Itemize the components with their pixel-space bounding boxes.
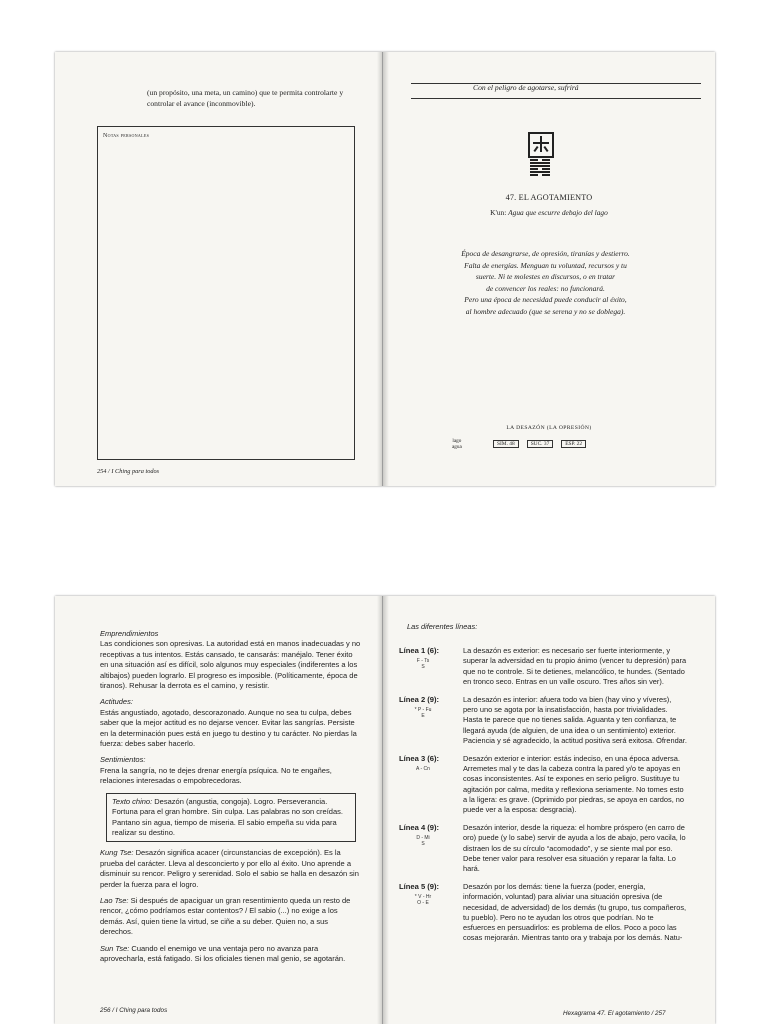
chinese-text-body: Desazón (angustia, congoja). Logro. Perseverancia. Fortuna para el gran hombre. Sin culpa. Las palabras no son creídas. Pantano sin agua, tiempo de miseria. El sabio empeña su vida para realizar su destino. [112, 796, 343, 837]
page-footer: 254 / I Ching para todos [97, 468, 160, 475]
chinese-character-icon [528, 132, 554, 158]
kung-tse-paragraph [100, 848, 362, 890]
judgment-line: al hombre adecuado (que se serena y no se doblega). [465, 306, 626, 316]
lao-tse-paragraph [100, 896, 362, 938]
line-code-2: O - E [417, 900, 429, 907]
line-code-1: * V - Hr [414, 894, 432, 901]
judgment-line: de convencer los reales: no funcionará. [486, 283, 605, 293]
line-text: Desazón exterior e interior: estás indeciso, en una época adversa. Arremetes mal y te das la cabeza contra la pared y/o te apoyas en cosas inconsistentes. Así te expones en serio peligro. Sustituye tu agitación por calma, medita y reflexiona seriamente. No tomes esto a la ligera: es grave. (Oprimido por piedras, se apoya en cardos, no puede ver a la esposa: desgracia). [463, 754, 685, 815]
line-code [399, 658, 447, 670]
line-code [399, 707, 447, 719]
chinese-text-box [106, 793, 356, 843]
book-gutter [377, 52, 389, 486]
section-heading-emprendimientos: Emprendimientos [100, 629, 159, 638]
trigram-bottom: agua [452, 444, 462, 451]
hexagram-47-icon [530, 159, 550, 177]
section-heading-sentimientos: Sentimientos: [100, 755, 146, 765]
section-text-emprendimientos: Las condiciones son opresivas. La autoridad está en manos inadecuadas y no receptivas a tus intentos. Estás cansado, te cansarás: manéjalo. Tener éxito en una situación así es difícil, solo algunos muy especiales (indiferentes a los altibajos) pueden lograrlo. El progreso es imposible. (Políticamente, época de tiranos). Rehusar la derrota es el camino, y resistir. [100, 639, 361, 691]
notes-label: Notas personales [103, 133, 150, 139]
lines-column [399, 622, 687, 951]
lines-heading: Las diferentes líneas: [407, 622, 478, 631]
page-256 [55, 596, 383, 1024]
section-heading-actitudes: Actitudes: [100, 697, 133, 707]
reference-sim: SIM. 48 [493, 440, 519, 448]
chinese-text-label: Texto chino: [112, 796, 153, 806]
line-5-entry [399, 882, 687, 943]
line-1-entry [399, 646, 687, 687]
line-code [399, 835, 447, 847]
line-code [399, 766, 447, 772]
line-4-entry [399, 823, 687, 874]
page-255 [383, 52, 715, 486]
line-code-1: * P - Fu [414, 707, 432, 714]
section-text-sentimientos: Frena la sangría, no te dejes drenar energía psíquica. No te engañes, relaciones interesadas o empobrecedoras. [100, 765, 332, 786]
reference-suc: SUC. 37 [527, 440, 554, 448]
page-footer: 256 / I Ching para todos [100, 1007, 168, 1014]
judgment-line: Falta de energías. Menguan tu voluntad, recursos y tu [464, 260, 627, 270]
kung-tse-text: Desazón significa acacer (circunstancias de excepción). Es la prueba del carácter. Lleva al desconcierto y por ello al éxito. Uno aprende a disminuir su rencor. Peligro y serenidad. Solo el sabio se halla en desazón sin perder la fuerza para el logro. [100, 848, 359, 889]
line-code-1: A - Cn [416, 766, 430, 773]
book-gutter [377, 596, 389, 1024]
line-heading: Línea 5 (9): [399, 882, 440, 892]
line-code [399, 894, 447, 906]
judgment-line: Pero una época de necesidad puede conducir al éxito, [464, 295, 627, 305]
header-rule-bottom [411, 98, 701, 99]
line-heading: Línea 1 (6): [399, 646, 440, 656]
page-footer: Hexagrama 47. El agotamiento / 257 [563, 1010, 666, 1017]
oppression-label: LA DESAZÓN (LA OPRESIÓN) [506, 425, 592, 431]
line-code-2: E [421, 713, 425, 720]
lao-tse-text: Si después de apaciguar un gran resentimiento queda un resto de rencor, ¿cómo podríamos estar contentos? / El sabio (...) no exige a los demás. Así, quien tiene la virtud, se ciñe a su deber. Quien no, a sus derechos. [100, 895, 351, 937]
page-257 [383, 596, 715, 1024]
section-text-actitudes: Estás angustiado, agotado, descorazonado. Aunque no sea tu culpa, debes saber que la mejor actitud es no dejarse vencer. Evitar las sangrías. Persiste en la determinación pues está en juego tu destino y tu carácter. No pierdas la fuerza: debes saber hacerlo. [100, 707, 357, 749]
line-text: Desazón por los demás: tiene la fuerza (poder, energía, información, voluntad) para aliviar una situación opresiva (de necesidad, de adversidad) de los demás (tu grupo, tus compañeros, tu pueblo). Pero no te ayudan los otros que podrían. No te esfuerces en persuadirlos: es problema de ellos. Poco a poco las cosas mejorarán. Mientras tanto ora y trabaja por los demás. Natu- [463, 882, 687, 943]
hexagram-subtitle [383, 208, 715, 217]
page-header: Con el peligro de agotarse, sufrirá [473, 83, 579, 92]
trigram-top: lago [452, 438, 462, 444]
trigram-labels [452, 438, 462, 451]
hexagram-description: Agua que escurre debajo del lago [508, 208, 608, 217]
hexagram-references [493, 440, 586, 448]
reference-esp: ESP. 22 [561, 440, 586, 448]
line-text: La desazón es interior: afuera todo va bien (hay vino y víveres), pero uno se agota por la insatisfacción, hasta por trivialidades. Hasta te parece que no tienes salida. Aguanta y ten confianza, te llegará ayuda (de alguien, de una idea o un sentimiento) exterior. Paciencia y sé agradecido, la actitud positiva será exitosa. Ofrendar. [463, 695, 687, 745]
line-text: Desazón interior, desde la riqueza: el hombre próspero (en carro de oro) puede (y lo sabe) servir de ayuda a los de abajo, pero vacila, lo distraen los de su círculo “acomodado”, y se siente mal por eso. Debe tener valor para resolver esa situación y reparar la falta. Lo hará. [463, 823, 686, 874]
kung-tse-label: Kung Tse: [100, 848, 134, 858]
sun-tse-label: Sun Tse: [100, 943, 130, 953]
page-254 [55, 52, 383, 486]
line-heading: Línea 2 (9): [399, 695, 440, 705]
line-code-2: S [421, 664, 425, 671]
line-code-1: F - Ts [416, 658, 430, 665]
top-spread [55, 52, 715, 486]
line-code-1: D - Mi [416, 835, 430, 842]
judgment-text [428, 248, 663, 318]
commentary-column [100, 629, 362, 964]
lao-tse-label: Lao Tse: [100, 895, 129, 905]
personal-notes-box [97, 126, 355, 460]
sun-tse-paragraph [100, 944, 362, 965]
hexagram-title: 47. EL AGOTAMIENTO [505, 193, 593, 202]
sun-tse-text: Cuando el enemigo ve una ventaja pero no avanza para aprovecharla, está fatigado. Si los oficiales tienen mal genio, se agotarán. [100, 943, 346, 963]
intro-text: (un propósito, una meta, un camino) que te permita controlarte y controlar el avance (inconmovible). [147, 88, 344, 108]
line-heading: Línea 3 (6): [399, 754, 440, 764]
line-3-entry [399, 754, 687, 815]
line-code-2: S [421, 841, 425, 848]
line-text: La desazón es exterior: es necesario ser fuerte interiormente, y superar la adversidad en tu propio ánimo (vencer tu depresión) para que no te controle. Si te detienes, melancólico, te hundes. (Sentado en tronco seco. Entras en un valle oscuro. Tres años sin ver). [463, 646, 687, 686]
line-heading: Línea 4 (9): [399, 823, 440, 833]
hexagram-name: K'un: [490, 208, 507, 217]
line-2-entry [399, 695, 687, 746]
judgment-line: suerte. Ni te molestes en discursos, o en tratar [475, 272, 616, 282]
bottom-spread [55, 596, 715, 1024]
judgment-line: Época de desangrarse, de opresión, tiranías y destierro. [461, 249, 630, 258]
